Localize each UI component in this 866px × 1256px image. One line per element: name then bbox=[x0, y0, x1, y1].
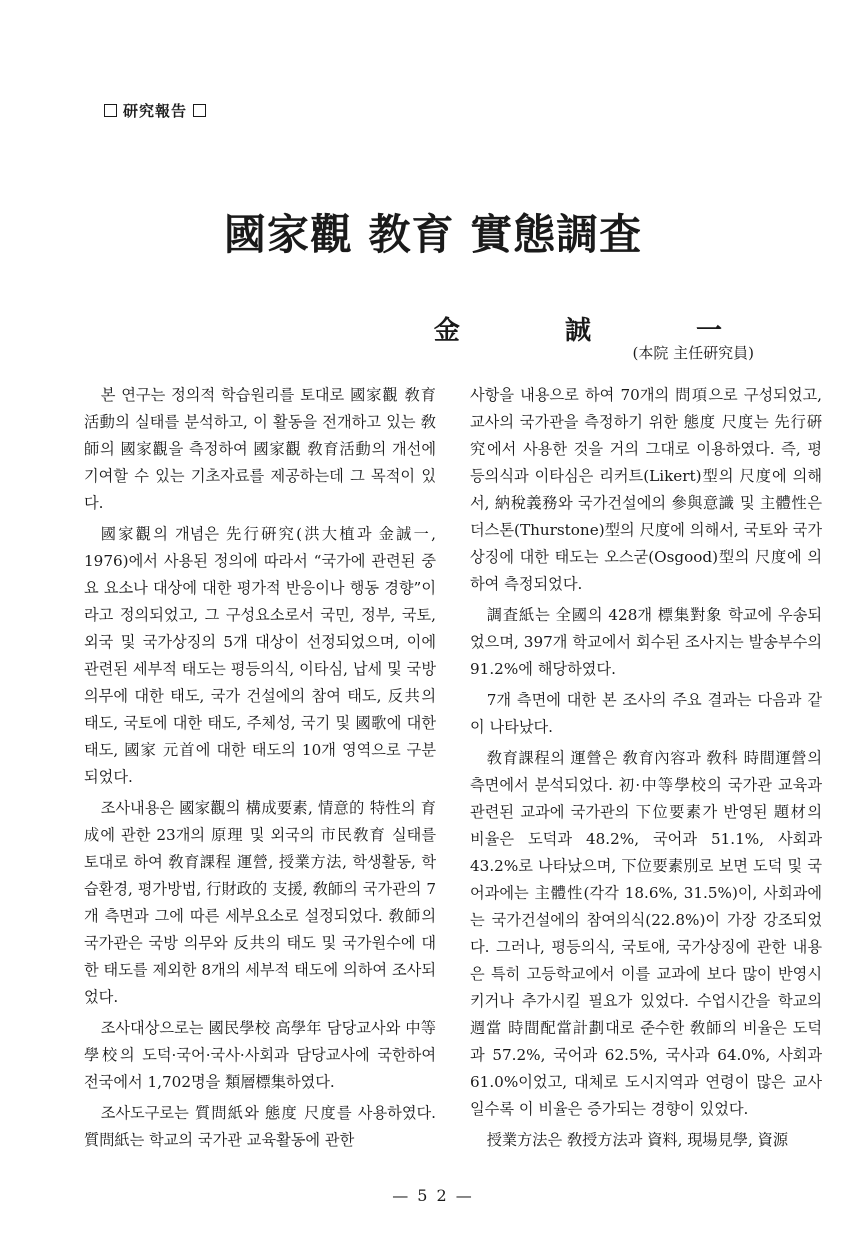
paragraph: 본 연구는 정의적 학습원리를 토대로 國家觀 敎育活動의 실태를 분석하고, 이 활동을 전개하고 있는 敎師의 國家觀을 측정하여 國家觀 敎育活動의 개선에 기여할 수 있는 기초자료를 제공하는데 그 목적이 있다. bbox=[84, 386, 436, 512]
section-label-text: 研究報告 bbox=[123, 102, 188, 120]
box-left-icon bbox=[104, 104, 117, 117]
box-right-icon bbox=[193, 104, 206, 117]
right-column bbox=[470, 382, 822, 1182]
page-title: 國家觀 教育 實態調査 bbox=[223, 210, 643, 259]
paragraph: 國家觀의 개념은 先行硏究(洪大植과 金誠一, 1976)에서 사용된 정의에 따라서 “국가에 관련된 중요 요소나 대상에 대한 평가적 반응이나 행동 경향”이라고 정의되었고, 그 구성요소로서 국민, 정부, 국토, 외국 및 국가상징의 5개 대상이 선정되었으며, 이에 관련된 세부적 태도는 평등의식, 이타심, 납세 및 국방 의무에 대한 태도, 국가 건설에의 참여 태도, 反共의 태도, 국토에 대한 태도, 주체성, 국기 및 國歌에 대한 태도, 國家 元首에 대한 태도의 10개 영역으로 구분되었다. bbox=[84, 525, 436, 786]
author-affiliation: (本院 主任硏究員) bbox=[632, 344, 754, 362]
paragraph: 사항을 내용으로 하여 70개의 問項으로 구성되었고, 교사의 국가관을 측정하기 위한 態度 尺度는 先行硏究에서 사용한 것을 거의 그대로 이용하였다. 즉, 평등의식과 이타심은 리커트(Likert)型의 尺度에 의해서, 納稅義務와 국가건설에의 參與意識 및 主體性은 더스톤(Thurstone)型의 尺度에 의해서, 국토와 국가상징에 대한 태도는 오스굳(Osgood)型의 尺度에 의하여 측정되었다. bbox=[470, 386, 822, 593]
paragraph: 조사내용은 國家觀의 構成要素, 情意的 特性의 育成에 관한 23개의 原理 및 외국의 市民敎育 실태를 토대로 하여 敎育課程 運營, 授業方法, 학생활동, 학습환경, 평가방법, 行財政的 支援, 敎師의 국가관의 7개 측면과 그에 따른 세부요소로 설정되었다. 敎師의 국가관은 국방 의무와 反共의 태도 및 국가원수에 대한 태도를 제외한 8개의 세부적 태도에 의하여 조사되었다. bbox=[84, 799, 436, 1006]
paragraph: 조사도구로는 質問紙와 態度 尺度를 사용하였다. 質問紙는 학교의 국가관 교육활동에 관한 bbox=[84, 1104, 436, 1149]
paragraph: 7개 측면에 대한 본 조사의 주요 결과는 다음과 같이 나타났다. bbox=[470, 691, 822, 736]
paragraph: 敎育課程의 運營은 敎育內容과 敎科 時間運營의 측면에서 분석되었다. 初·中等學校의 국가관 교육과 관련된 교과에 국가관의 下位要素가 반영된 題材의 비율은 도덕과 48.2%, 국어과 51.1%, 사회과 43.2%로 나타났으며, 下位要素別로 보면 도덕 및 국어과에는 主體性(각각 18.6%, 31.5%)이, 사회과에는 국가건설에의 참여의식(22.8%)이 가장 강조되었다. 그러나, 평등의식, 국토애, 국가상징에 관한 내용은 특히 고등학교에서 이를 교과에 보다 많이 반영시키거나 추가시킬 필요가 있었다. 수업시간을 학교의 週當 時間配當計劃대로 준수한 敎師의 비율은 도덕과 57.2%, 국어과 62.5%, 국사과 64.0%, 사회과 61.0%이었고, 대체로 도시지역과 연령이 많은 교사일수록 이 비율은 증가되는 경향이 있었다. bbox=[470, 749, 822, 1118]
author-name: 金 誠 一 bbox=[433, 316, 770, 346]
left-column bbox=[84, 382, 436, 1182]
paragraph: 調査紙는 全國의 428개 標集對象 학교에 우송되었으며, 397개 학교에서 회수된 조사지는 발송부수의 91.2%에 해당하였다. bbox=[470, 606, 822, 678]
paragraph: 授業方法은 敎授方法과 資料, 現場見學, 資源 bbox=[486, 1131, 789, 1149]
page-number: — 5 2 — bbox=[392, 1186, 474, 1205]
paragraph: 조사대상으로는 國民學校 高學年 담당교사와 中等學校의 도덕·국어·국사·사회과 담당교사에 국한하여 전국에서 1,702명을 類層標集하였다. bbox=[84, 1019, 436, 1091]
section-label bbox=[104, 100, 206, 121]
